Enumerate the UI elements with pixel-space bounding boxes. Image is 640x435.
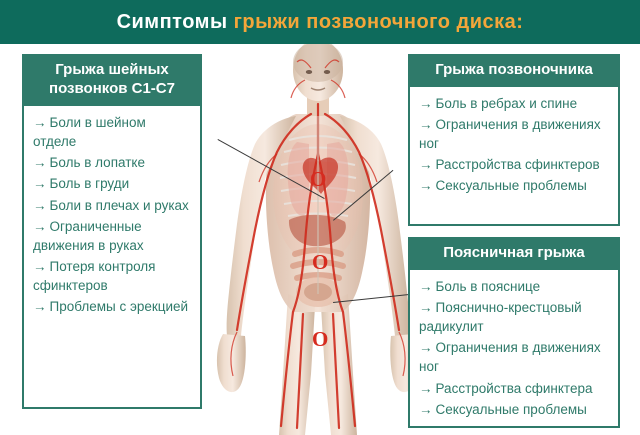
arrow-icon: →: [419, 178, 433, 194]
list-item-label: Ограничения в движениях ног: [419, 340, 605, 375]
page-header: [0, 0, 640, 44]
list-item-label: Ограничения в движениях ног: [419, 116, 605, 152]
marker-lumbar: O: [312, 327, 329, 351]
panel-cervical-hernia: [22, 54, 202, 409]
human-body-illustration: [193, 44, 443, 435]
list-item-label: Боль в лопатке: [49, 155, 145, 171]
panel-lumbar-hernia: [408, 237, 620, 428]
list-item-label: Расстройства сфинктера: [435, 380, 593, 396]
arrow-icon: →: [33, 299, 47, 315]
panel-lumbar-title: Поясничная грыжа: [408, 237, 620, 270]
arrow-icon: →: [419, 95, 433, 111]
list-item-label: Сексуальные проблемы: [435, 178, 587, 194]
list-item: [33, 113, 192, 151]
arrow-icon: →: [33, 155, 47, 171]
list-item-label: Боли в шейном отделе: [33, 115, 150, 150]
arrow-icon: →: [419, 380, 433, 396]
page-title-prefix: Симптомы: [116, 10, 234, 33]
list-item: [419, 379, 610, 398]
arrow-icon: →: [33, 218, 47, 234]
panel-spine-title: Грыжа позвоночника: [408, 54, 620, 87]
list-item-label: Потеря контроля сфинктеров: [33, 259, 160, 294]
list-item-label: Боль в ребрах и спине: [435, 95, 578, 111]
list-item: [33, 297, 192, 316]
arrow-icon: →: [419, 116, 433, 132]
list-item-label: Боль в груди: [49, 176, 130, 192]
list-item-label: Расстройства сфинктеров: [435, 157, 600, 173]
panel-spine-hernia: [408, 54, 620, 226]
list-item: [419, 94, 610, 113]
list-item-label: Боли в плечах и руках: [49, 197, 189, 213]
arrow-icon: →: [419, 340, 433, 356]
marker-thoracic: O: [312, 250, 329, 274]
arrow-icon: →: [419, 401, 433, 417]
arrow-icon: →: [33, 197, 47, 213]
list-item: [33, 196, 192, 215]
marker-cervical: O: [310, 167, 327, 191]
list-item-label: Сексуальные проблемы: [435, 401, 587, 417]
list-item: [33, 217, 192, 255]
list-item-label: Проблемы с эрекцией: [49, 299, 189, 315]
panel-cervical-title: Грыжа шейных позвонков С1-С7: [22, 54, 202, 106]
list-item-label: Пояснично-крестцовый радикулит: [419, 299, 586, 335]
list-item: [419, 115, 610, 153]
page-title-accent: грыжи позвоночного диска:: [233, 10, 524, 33]
list-item: [33, 257, 192, 295]
arrow-icon: →: [33, 115, 47, 130]
list-item: [419, 176, 610, 195]
list-item: [419, 338, 610, 376]
list-item: [419, 277, 610, 296]
list-item: [33, 174, 192, 193]
arrow-icon: →: [419, 278, 433, 294]
arrow-icon: →: [419, 299, 433, 315]
list-item: [33, 153, 192, 172]
list-item-label: Ограниченные движения в руках: [33, 218, 146, 253]
arrow-icon: →: [33, 259, 47, 275]
panel-lumbar-list: [408, 270, 620, 428]
arrow-icon: →: [33, 176, 47, 192]
list-item: [419, 155, 610, 174]
list-item: [419, 400, 610, 419]
panel-cervical-list: [22, 106, 202, 409]
arrow-icon: →: [419, 157, 433, 173]
page-title: [117, 11, 524, 34]
list-item: [419, 298, 610, 336]
list-item-label: Боль в пояснице: [435, 278, 541, 294]
panel-spine-list: [408, 87, 620, 226]
